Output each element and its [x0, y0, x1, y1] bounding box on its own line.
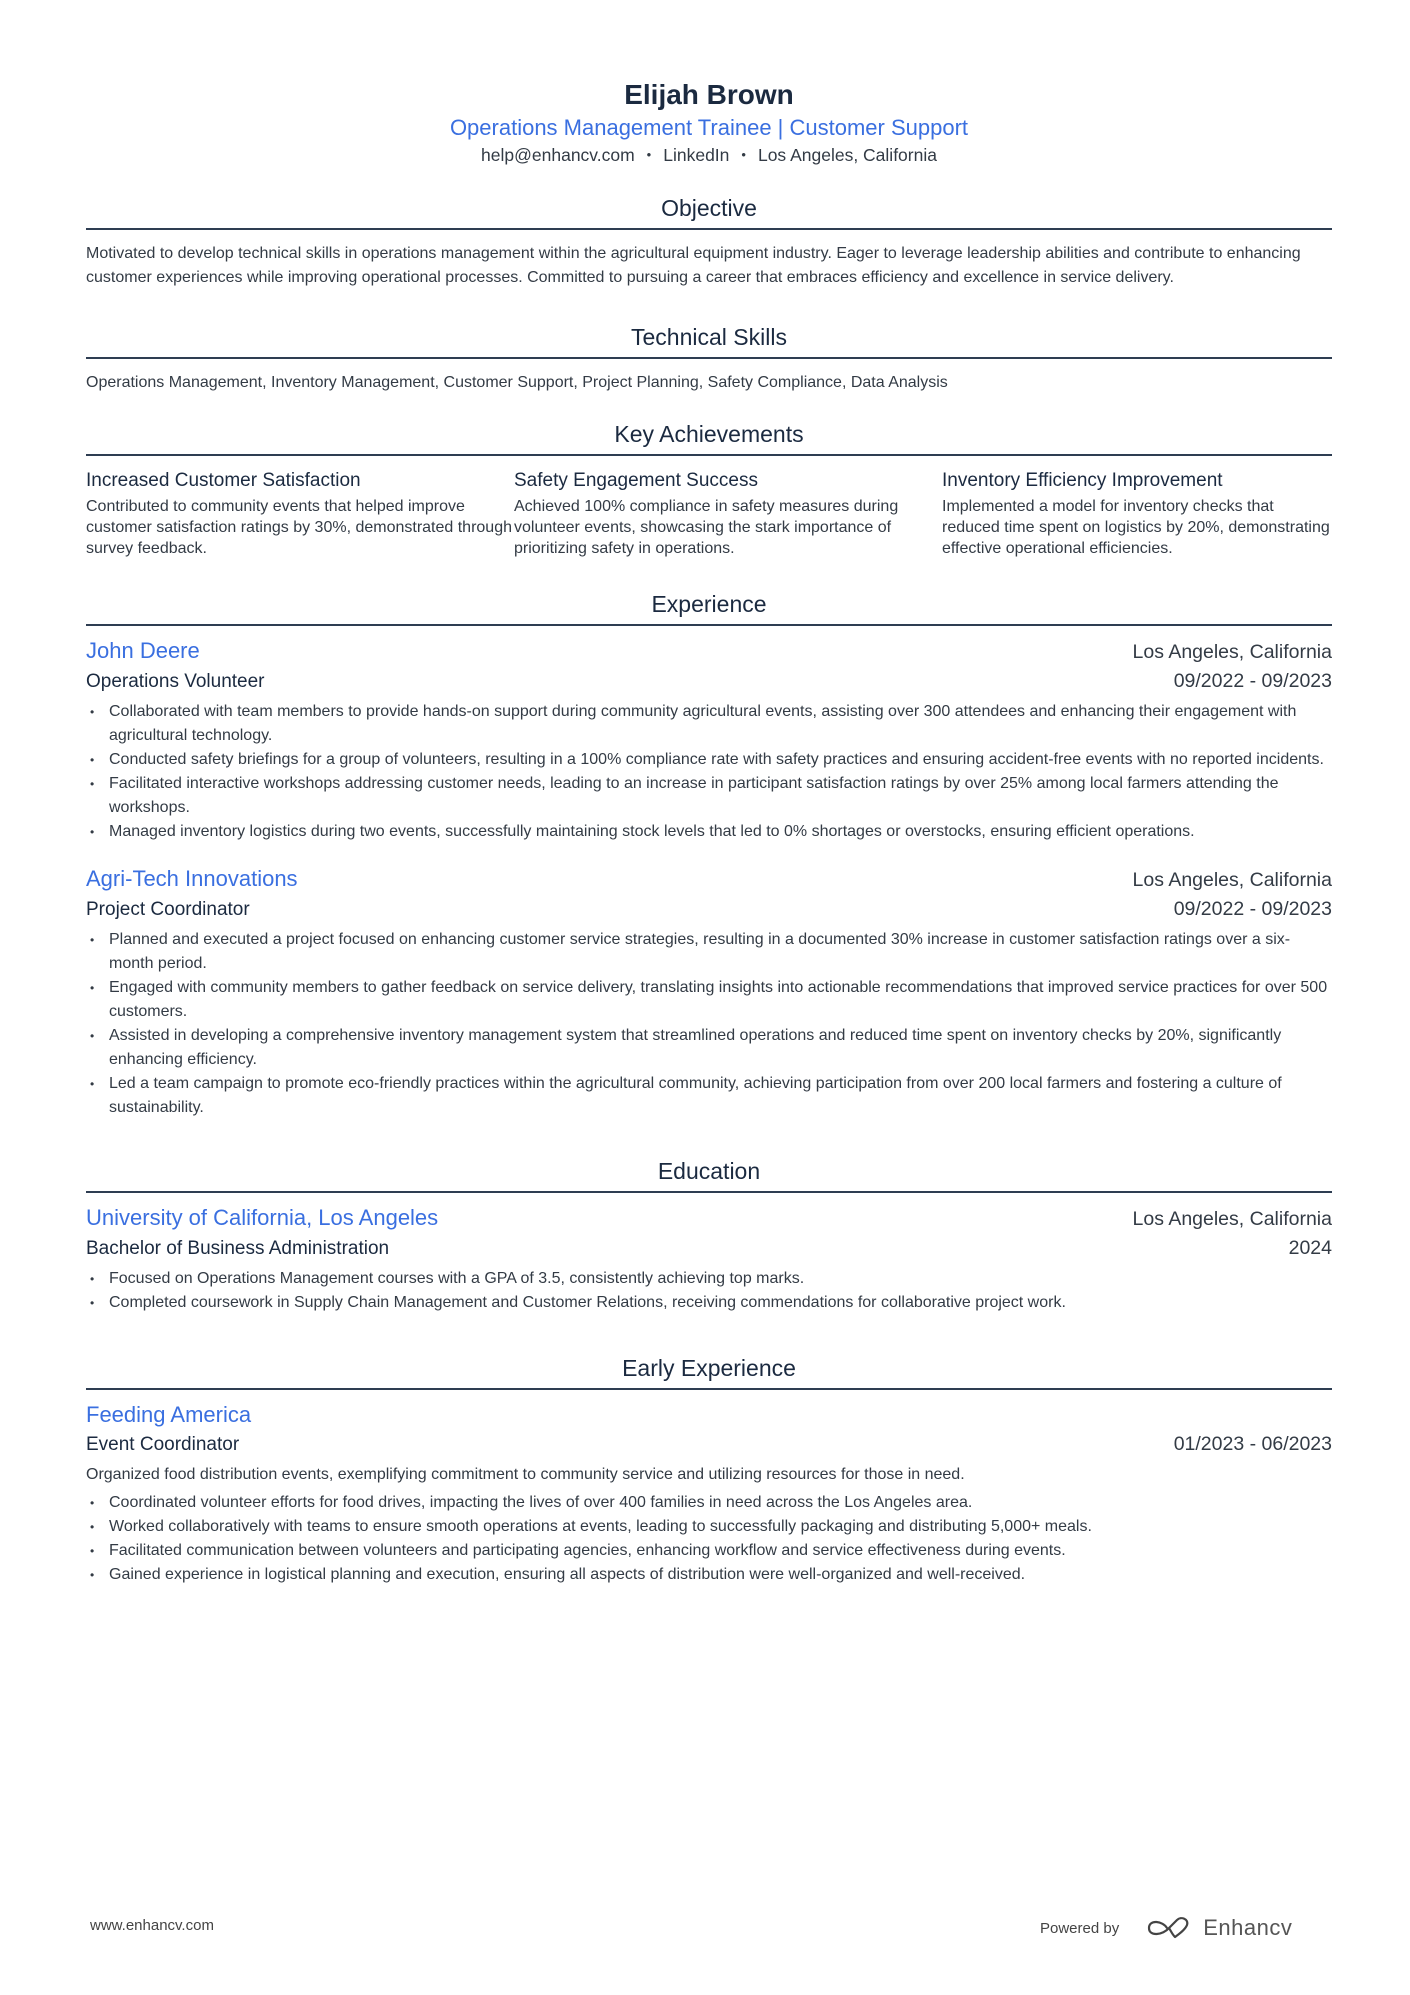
- entry-dates: 09/2022 - 09/2023: [1173, 670, 1332, 692]
- email-link[interactable]: help@enhancv.com: [481, 145, 635, 165]
- bullet-item: • Managed inventory logistics during two events, successfully maintaining stock levels that led to 0% shortages or overstocks, ensuring efficient operations.: [86, 820, 1332, 844]
- candidate-name: Elijah Brown: [624, 79, 794, 110]
- bullet-item: • Conducted safety briefings for a group of volunteers, resulting in a 100% compliance rate with safety practices and ensuring accident-free events with no reported incidents.: [86, 748, 1332, 772]
- page-footer: [0, 1915, 1410, 1945]
- bullet-item: • Gained experience in logistical planning and execution, ensuring all aspects of distribution were well-organized and well-received.: [86, 1563, 1332, 1587]
- section-heading: Early Experience: [86, 1353, 1332, 1390]
- section-heading: Experience: [86, 589, 1332, 626]
- experience-entry: [86, 864, 1332, 1120]
- bullet-item: • Facilitated interactive workshops addressing customer needs, leading to an increase in participant satisfaction ratings by over 25% among local farmers attending the workshops.: [86, 772, 1332, 820]
- section-heading: Education: [86, 1156, 1332, 1193]
- bullet-item: • Facilitated communication between volunteers and participating agencies, enhancing workflow and service effectiveness during events.: [86, 1539, 1332, 1563]
- job-role: Event Coordinator: [86, 1434, 240, 1455]
- achievements-grid: [86, 468, 1332, 559]
- bullet-item: • Engaged with community members to gather feedback on service delivery, translating insights into actionable recommendations that improved service practices for over 500 customers.: [86, 976, 1332, 1024]
- powered-by: [1040, 1915, 1292, 1941]
- powered-by-label: Powered by: [1040, 1919, 1120, 1937]
- graduation-year: 2024: [1288, 1237, 1332, 1259]
- skills-text: Operations Management, Inventory Management, Customer Support, Project Planning, Safety Compliance, Data Analysis: [86, 374, 948, 391]
- achievement-item: [942, 468, 1332, 559]
- bullet-item: • Coordinated volunteer efforts for food drives, impacting the lives of over 400 families in need across the Los Angeles area.: [86, 1491, 1332, 1515]
- bullet-item: • Worked collaboratively with teams to ensure smooth operations at events, leading to successfully packaging and distributing 5,000+ meals.: [86, 1515, 1332, 1539]
- achievement-item: [514, 468, 942, 559]
- achievement-title: Increased Customer Satisfaction: [86, 470, 361, 491]
- company-name: John Deere: [86, 638, 200, 663]
- company-name: Feeding America: [86, 1402, 252, 1427]
- education-section: [86, 1156, 1332, 1315]
- education-entry: [86, 1203, 1332, 1315]
- achievement-item: [86, 468, 514, 559]
- achievements-section: [86, 419, 1332, 559]
- entry-location: Los Angeles, California: [1132, 641, 1332, 663]
- enhancv-infinity-icon: [1145, 1915, 1193, 1941]
- enhancv-logo[interactable]: [1145, 1915, 1292, 1941]
- company-name: Agri-Tech Innovations: [86, 866, 298, 891]
- bullet-item: • Collaborated with team members to provide hands-on support during community agricultural events, assisting over 300 attendees and enhancing their engagement with agricultural technology.: [86, 700, 1332, 748]
- bullet-list: [86, 928, 1332, 1120]
- degree: Bachelor of Business Administration: [86, 1238, 390, 1259]
- resume-page: [86, 0, 1332, 1587]
- candidate-title: Operations Management Trainee | Customer Support: [449, 115, 969, 140]
- objective-section: [86, 193, 1332, 290]
- experience-section: [86, 589, 1332, 1120]
- contact-line: [86, 143, 1332, 169]
- bullet-item: • Led a team campaign to promote eco-friendly practices within the agricultural community, achieving participation from over 200 local farmers and fostering a culture of sustainability.: [86, 1072, 1332, 1120]
- achievement-title: Inventory Efficiency Improvement: [942, 470, 1223, 491]
- job-role: Operations Volunteer: [86, 671, 265, 692]
- bullet-list: [86, 700, 1332, 844]
- bullet-item: • Planned and executed a project focused on enhancing customer service strategies, resulting in a documented 30% increase in customer satisfaction ratings over a six-month period.: [86, 928, 1332, 976]
- achievement-desc: Contributed to community events that helped improve customer satisfaction ratings by 30%, demonstrated through survey feedback.: [86, 498, 512, 557]
- resume-header: [86, 0, 1332, 169]
- bullet-item: • Focused on Operations Management courses with a GPA of 3.5, consistently achieving top marks.: [86, 1267, 1332, 1291]
- achievement-desc: Achieved 100% compliance in safety measures during volunteer events, showcasing the stark importance of prioritizing safety in operations.: [514, 498, 899, 557]
- section-heading: Objective: [86, 193, 1332, 230]
- entry-summary: Organized food distribution events, exemplifying commitment to community service and utilizing resources for those in need.: [86, 1466, 965, 1483]
- bullet-list: [86, 1491, 1332, 1587]
- achievement-desc: Implemented a model for inventory checks that reduced time spent on logistics by 20%, demonstrating effective operational efficiencies.: [942, 498, 1330, 557]
- experience-entry: [86, 636, 1332, 844]
- linkedin-link[interactable]: LinkedIn: [663, 145, 730, 165]
- bullet-list: [86, 1267, 1332, 1315]
- bullet-item: • Completed coursework in Supply Chain Management and Customer Relations, receiving commendations for collaborative project work.: [86, 1291, 1332, 1315]
- bullet-separator: •: [741, 147, 746, 162]
- location-text: Los Angeles, California: [757, 145, 937, 165]
- entry-dates: 09/2022 - 09/2023: [1173, 898, 1332, 920]
- objective-text: Motivated to develop technical skills in operations management within the agricultural equipment industry. Eager to leverage leadership abilities and contribute to enhancing customer experiences while improving operational processes. Committed to pursuing a career that embraces efficiency and excellence in service delivery.: [86, 245, 1301, 286]
- entry-location: Los Angeles, California: [1132, 1208, 1332, 1230]
- entry-location: Los Angeles, California: [1132, 869, 1332, 891]
- entry-dates: 01/2023 - 06/2023: [1173, 1433, 1332, 1455]
- bullet-separator: •: [646, 147, 652, 162]
- bullet-item: • Assisted in developing a comprehensive inventory management system that streamlined operations and reduced time spent on inventory checks by 20%, significantly enhancing efficiency.: [86, 1024, 1332, 1072]
- achievement-title: Safety Engagement Success: [514, 470, 758, 491]
- job-role: Project Coordinator: [86, 899, 250, 920]
- skills-section: [86, 322, 1332, 395]
- section-heading: Technical Skills: [86, 322, 1332, 359]
- section-heading: Key Achievements: [86, 419, 1332, 456]
- enhancv-brand: Enhancv: [1203, 1915, 1293, 1940]
- early-experience-section: [86, 1353, 1332, 1587]
- school-name: University of California, Los Angeles: [86, 1205, 439, 1230]
- footer-url-link[interactable]: www.enhancv.com: [90, 1917, 214, 1934]
- experience-entry: [86, 1400, 1332, 1587]
